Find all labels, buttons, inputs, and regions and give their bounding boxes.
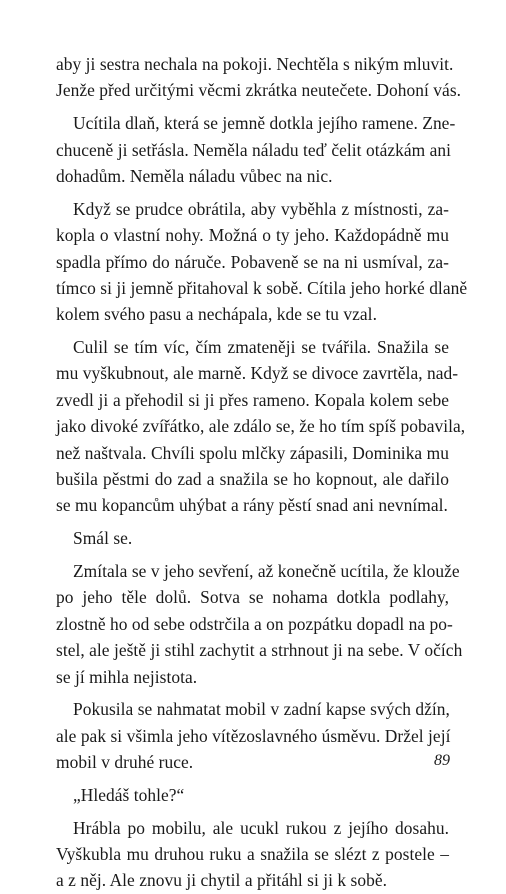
text-line: Když se prudce obrátila, aby vyběhla z místnosti, za- — [73, 198, 449, 219]
text-line: Hrábla po mobilu, ale ucukl rukou z jejího dosahu. — [73, 817, 449, 838]
text-line: Pokusila se nahmatat mobil v zadní kapse svých džín, — [73, 699, 450, 720]
paragraph — [56, 558, 463, 690]
text-line: Zmítala se v jeho sevření, až konečně ucítila, že klouže — [73, 560, 460, 581]
text-line: Culil se tím víc, čím zmateněji se tvářila. Snažila se — [73, 337, 449, 358]
text-line: Ucítila dlaň, která se jemně dotkla jejího ramene. Zne- — [73, 113, 456, 134]
text-line: zvedl ji a přehodil si ji přes rameno. Kopala kolem sebe — [56, 389, 449, 410]
text-line: „Hledáš tohle?“ — [73, 784, 185, 805]
text-line: se mu kopancům uhýbat a rány pěstí snad ani nevnímal. — [56, 495, 448, 516]
paragraph — [56, 782, 449, 808]
paragraph — [56, 525, 449, 551]
text-line: bušila pěstmi do zad a snažila se ho kopnout, ale dařilo — [56, 469, 449, 490]
text-line: ale pak si všimla jeho vítězoslavného úsměvu. Držel její — [56, 725, 451, 746]
text-line: jako divoké zvířátko, ale zdálo se, že ho tím spíš pobavila, — [56, 416, 466, 437]
paragraph — [56, 815, 449, 894]
text-line: se jí mihla nejistota. — [56, 666, 198, 687]
paragraph — [56, 696, 449, 775]
text-line: tímco si ji jemně přitahoval k sobě. Cítila jeho horké dlaně — [56, 277, 468, 298]
body-text — [56, 51, 468, 894]
text-line: Jenže před určitými věcmi zkrátka neutečete. Dohoní vás. — [56, 80, 462, 101]
text-line: spadla přímo do náruče. Pobaveně se na ni usmíval, za- — [56, 251, 449, 272]
text-line: než naštvala. Chvíli spolu mlčky zápasili, Dominika mu — [56, 442, 449, 463]
text-line: stel, ale ještě ji stihl zachytit a strhnout ji na sebe. V očích — [56, 640, 463, 661]
page-number: 89 — [434, 752, 450, 769]
text-line: Vyškubla mu druhou ruku a snažila se slézt z postele – — [56, 844, 449, 865]
text-line: mu vyškubnout, ale marně. Když se divoce zavrtěla, nad- — [56, 363, 459, 384]
text-line: a z něj. Ale znovu ji chytil a přitáhl si ji k sobě. — [56, 870, 388, 891]
paragraph — [56, 334, 466, 519]
text-line: dohadům. Neměla náladu vůbec na nic. — [56, 165, 333, 186]
text-line: kolem svého pasu a nechápala, kde se tu vzal. — [56, 304, 377, 325]
text-line: zlostně ho od sebe odstrčila a on pozpátku dopadl na po- — [56, 613, 453, 634]
text-line: aby ji sestra nechala na pokoji. Nechtěla s nikým mluvit. — [56, 54, 454, 74]
paragraph — [56, 196, 468, 328]
text-line: Smál se. — [73, 528, 133, 549]
text-line: mobil v druhé ruce. — [56, 752, 194, 773]
text-line: chuceně ji setřásla. Neměla náladu teď čelit otázkám ani — [56, 139, 452, 160]
text-line: po jeho těle dolů. Sotva se nohama dotkla podlahy, — [56, 587, 449, 608]
paragraph — [56, 51, 462, 104]
text-line: kopla o vlastní nohy. Možná o ty jeho. Každopádně mu — [56, 225, 449, 246]
paragraph — [56, 110, 456, 189]
